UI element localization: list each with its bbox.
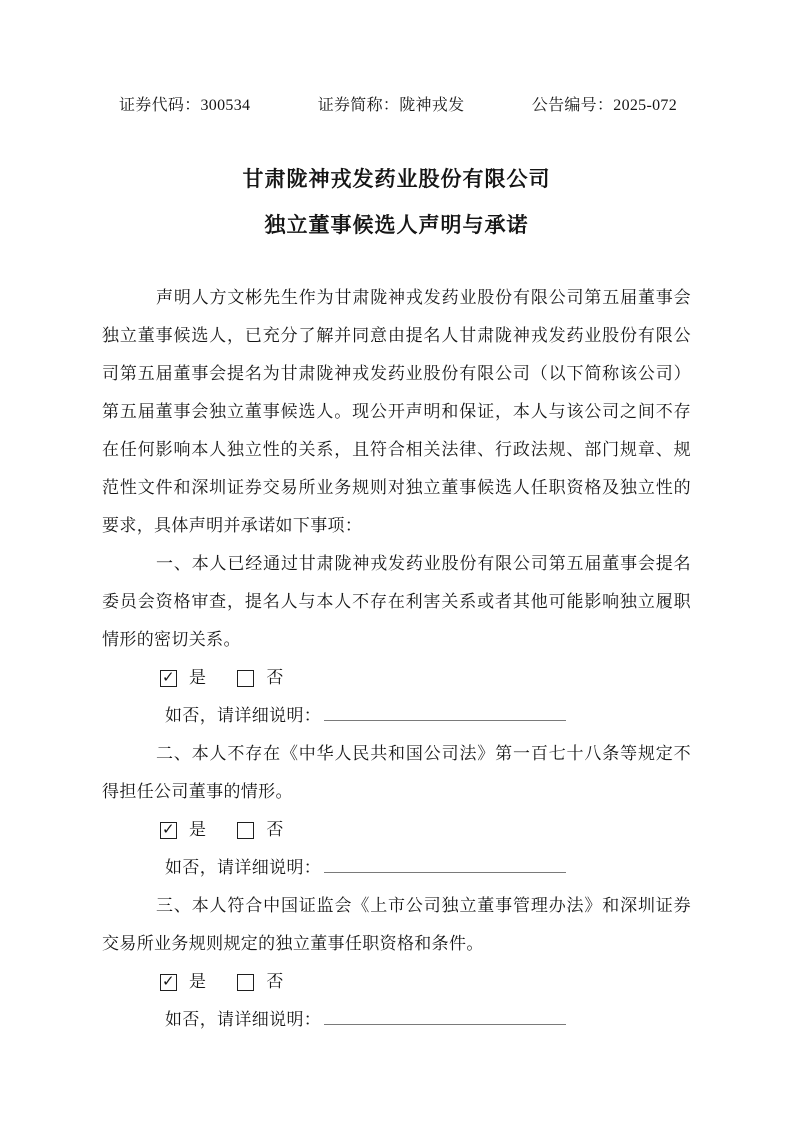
item-3-no-checkbox-icon[interactable]	[237, 974, 254, 991]
document-body	[102, 279, 691, 1039]
item-1-text: 一、本人已经通过甘肃陇神戎发药业股份有限公司第五届董事会提名委员会资格审查，提名人与本人不存在利害关系或者其他可能影响独立履职情形的密切关系。	[102, 554, 691, 649]
check-mark-icon: ✓	[162, 971, 175, 990]
item-2-yes-label: 是	[189, 820, 207, 839]
item-1-no-label: 否	[266, 668, 284, 687]
intro-paragraph: 声明人方文彬先生作为甘肃陇神戎发药业股份有限公司第五届董事会独立董事候选人，已充分了解并同意由提名人甘肃陇神戎发药业股份有限公司第五届董事会提名为甘肃陇神戎发药业股份有限公司（以下简称该公司）第五届董事会独立董事候选人。现公开声明和保证，本人与该公司之间不存在任何影响本人独立性的关系，且符合相关法律、行政法规、部门规章、规范性文件和深圳证券交易所业务规则对独立董事候选人任职资格及独立性的要求，具体声明并承诺如下事项：	[102, 288, 691, 535]
item-3-followup-row	[165, 1001, 691, 1039]
item-3-no-label: 否	[266, 972, 284, 991]
item-2-choice-row	[160, 811, 691, 849]
check-mark-icon: ✓	[162, 819, 175, 838]
document-header	[119, 96, 677, 116]
item-3-yes-checkbox-icon[interactable]	[160, 971, 177, 991]
item-2-yes-checkbox-icon[interactable]	[160, 819, 177, 839]
item-1-yes-checkbox-icon[interactable]	[160, 667, 177, 687]
company-title: 甘肃陇神戎发药业股份有限公司	[242, 167, 551, 191]
check-mark-icon: ✓	[162, 667, 175, 686]
item-2-no-checkbox-icon[interactable]	[237, 822, 254, 839]
item-3-explanation-blank-field[interactable]	[324, 1011, 566, 1025]
item-1-no-checkbox-icon[interactable]	[237, 670, 254, 687]
item-2-text: 二、本人不存在《中华人民共和国公司法》第一百七十八条等规定不得担任公司董事的情形。	[102, 744, 691, 801]
item-3-choice-row	[160, 963, 691, 1001]
item-1-yes-label: 是	[189, 668, 207, 687]
item-1-explanation-blank-field[interactable]	[324, 707, 566, 721]
item-1-followup-label: 如否，请详细说明：	[165, 706, 322, 725]
item-2-followup-label: 如否，请详细说明：	[165, 858, 322, 877]
item-3-yes-label: 是	[189, 972, 207, 991]
item-2-followup-row	[165, 849, 691, 887]
item-1-choice-row	[160, 659, 691, 697]
item-2-no-label: 否	[266, 820, 284, 839]
announcement-number: 公告编号：2025-072	[531, 97, 677, 114]
stock-code: 证券代码：300534	[119, 97, 251, 114]
title-block	[0, 156, 793, 248]
document-title: 独立董事候选人声明与承诺	[264, 213, 529, 237]
item-3-text: 三、本人符合中国证监会《上市公司独立董事管理办法》和深圳证券交易所业务规则规定的独立董事任职资格和条件。	[102, 896, 691, 953]
item-2-explanation-blank-field[interactable]	[324, 859, 566, 873]
item-3-followup-label: 如否，请详细说明：	[165, 1010, 322, 1029]
stock-abbreviation: 证券简称：陇神戎发	[317, 97, 465, 114]
item-1-followup-row	[165, 697, 691, 735]
